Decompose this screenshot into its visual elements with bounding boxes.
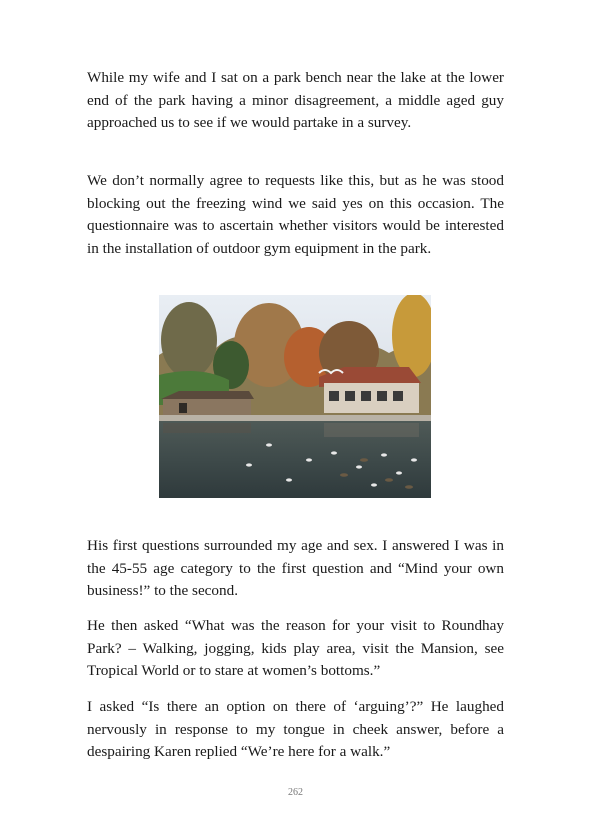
paragraph-1: While my wife and I sat on a park bench near the lake at the lower end of the park having a minor disagreement, a middle aged guy approached us to see if we would partake in a survey. — [87, 69, 504, 132]
paragraph-4: He then asked “What was the reason for your visit to Roundhay Park? – Walking, jogging, kids play area, visit the Mansion, see Tropical World or to stare at women’s bottoms.” — [87, 617, 504, 680]
page-number: 262 — [288, 787, 303, 798]
lake-photo — [159, 295, 431, 498]
paragraph-2: We don’t normally agree to requests like this, but as he was stood blocking out the freezing wind we said yes on this occasion. The questionnaire was to ascertain whether visitors would be interested in the installation of outdoor gym equipment in the park. — [87, 172, 504, 257]
paragraph-5: I asked “Is there an option on there of ‘arguing’?” He laughed nervously in response to my tongue in cheek answer, before a despairing Karen replied “We’re here for a walk.” — [87, 698, 504, 761]
paragraph-3: His first questions surrounded my age and sex. I answered I was in the 45-55 age category to the first question and “Mind your own business!” to the second. — [87, 537, 504, 600]
